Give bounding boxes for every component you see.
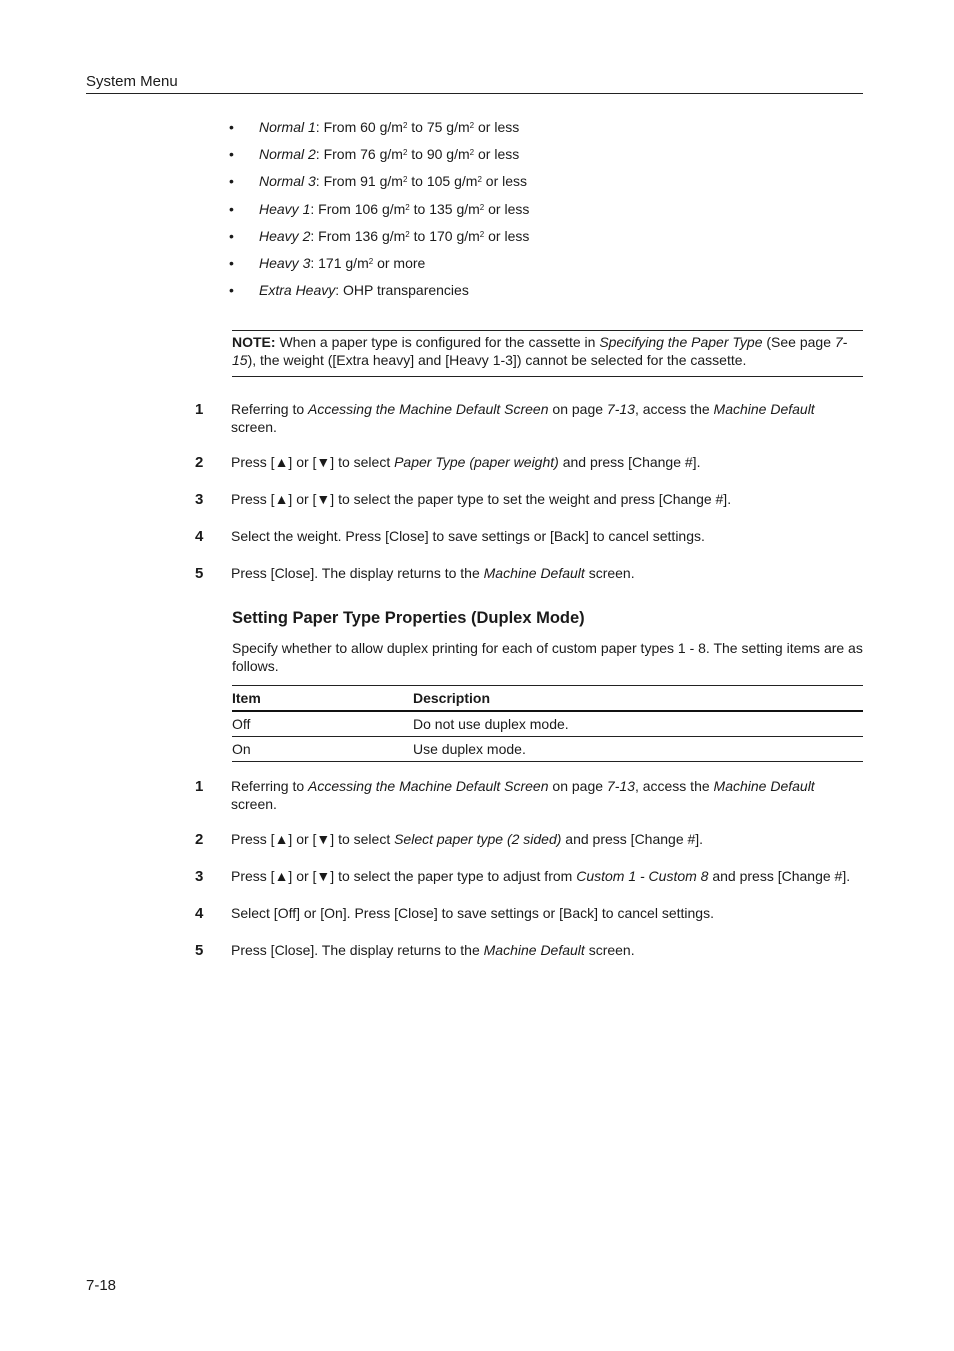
step-item — [195, 453, 863, 490]
list-item-text: Normal 2: From 76 $g/m^2$ to 90 $g/m^2$ or less — [259, 146, 520, 163]
bullet-mark: • — [229, 173, 234, 190]
bullet-mark: • — [229, 282, 234, 299]
step-text: Select the weight. Press [Close] to save settings or [Back] to cancel settings. — [231, 528, 705, 544]
step-text: Press [Close]. The display returns to the Machine Default screen. — [231, 942, 635, 958]
section-intro: Specify whether to allow duplex printing for each of custom paper types 1 - 8. The setting items are as follows. — [232, 640, 863, 674]
section-heading: Setting Paper Type Properties (Duplex Mode) — [232, 609, 585, 627]
note-label: NOTE: — [232, 334, 276, 350]
list-item-text: Heavy 2: From 136 $g/m^2$ to 170 $g/m^2$ or less — [259, 227, 530, 244]
weight-name: Heavy 2 — [259, 227, 311, 244]
step-item — [195, 867, 863, 904]
step-number: 3 — [195, 491, 204, 508]
step-item — [195, 941, 863, 961]
step-text: Press [▲] or [▼] to select Paper Type (paper weight) and press [Change #]. — [231, 454, 701, 470]
step-item — [195, 777, 863, 830]
step-number: 5 — [195, 565, 204, 582]
weight-name: Normal 1 — [259, 119, 316, 135]
weight-name: Heavy 1 — [259, 200, 311, 217]
step-text: Referring to Accessing the Machine Default Screen on page 7-13, access the Machine Default screen. — [231, 778, 815, 812]
step-number: 1 — [195, 401, 204, 418]
weight-name: Normal 2 — [259, 146, 316, 163]
note-box: NOTE: When a paper type is configured for the cassette in Specifying the Paper Type (See page 7-15), the weight ([Extra heavy] and [Heavy 1-3]) cannot be selected for the cassette. — [232, 330, 863, 377]
table-cell-item: On — [232, 737, 413, 762]
table-header-row — [232, 686, 863, 712]
step-number: 5 — [195, 942, 204, 959]
duplex-steps — [195, 777, 863, 961]
table-cell-description: Do not use duplex mode. — [413, 711, 863, 737]
step-text: Select [Off] or [On]. Press [Close] to save settings or [Back] to cancel settings. — [231, 905, 714, 921]
bullet-mark: • — [229, 146, 234, 163]
page-number: 7-18 — [86, 1277, 117, 1294]
step-item — [195, 527, 863, 564]
step-text: Press [▲] or [▼] to select the paper type to set the weight and press [Change #]. — [231, 491, 732, 507]
step-item — [195, 564, 863, 584]
weight-name: Extra Heavy — [259, 282, 336, 299]
step-item — [195, 904, 863, 941]
step-number: 4 — [195, 528, 204, 545]
list-item-text: Extra Heavy: OHP transparencies — [259, 282, 469, 299]
table-cell-description: Use duplex mode. — [413, 737, 863, 762]
bullet-mark: • — [229, 254, 234, 271]
step-number: 1 — [195, 778, 204, 795]
duplex-settings-table — [232, 685, 863, 762]
step-number: 2 — [195, 831, 204, 848]
column-header-description: Description — [413, 686, 863, 712]
bullet-mark: • — [229, 227, 234, 244]
step-number: 4 — [195, 905, 204, 922]
table-row — [232, 711, 863, 737]
step-item — [195, 400, 863, 453]
bullet-mark: • — [229, 119, 234, 135]
weight-steps — [195, 400, 863, 584]
weight-name: Heavy 3 — [259, 254, 311, 271]
column-header-item: Item — [232, 686, 413, 712]
running-header: System Menu — [86, 73, 863, 94]
step-text: Press [▲] or [▼] to select Select paper type (2 sided) and press [Change #]. — [231, 831, 704, 847]
table-row — [232, 737, 863, 762]
step-text: Referring to Accessing the Machine Default Screen on page 7-13, access the Machine Default screen. — [231, 401, 815, 435]
weight-name: Normal 3 — [259, 173, 316, 190]
list-item-text: Heavy 3: 171 $g/m^2$ or more — [259, 254, 426, 271]
list-item-text: Normal 1: From 60 $g/m^2$ to 75 $g/m^2$ or less — [259, 119, 520, 135]
step-text: Press [Close]. The display returns to the Machine Default screen. — [231, 565, 635, 581]
list-item-text: Heavy 1: From 106 $g/m^2$ to 135 $g/m^2$ or less — [259, 200, 530, 217]
step-text: Press [▲] or [▼] to select the paper type to adjust from Custom 1 - Custom 8 and press [Change #]. — [231, 868, 851, 884]
bullet-mark: • — [229, 200, 234, 217]
step-number: 3 — [195, 868, 204, 885]
table-cell-item: Off — [232, 711, 413, 737]
step-number: 2 — [195, 454, 204, 471]
step-item — [195, 490, 863, 527]
step-item — [195, 830, 863, 867]
list-item-text: Normal 3: From 91 $g/m^2$ to 105 $g/m^2$ or less — [259, 173, 528, 190]
